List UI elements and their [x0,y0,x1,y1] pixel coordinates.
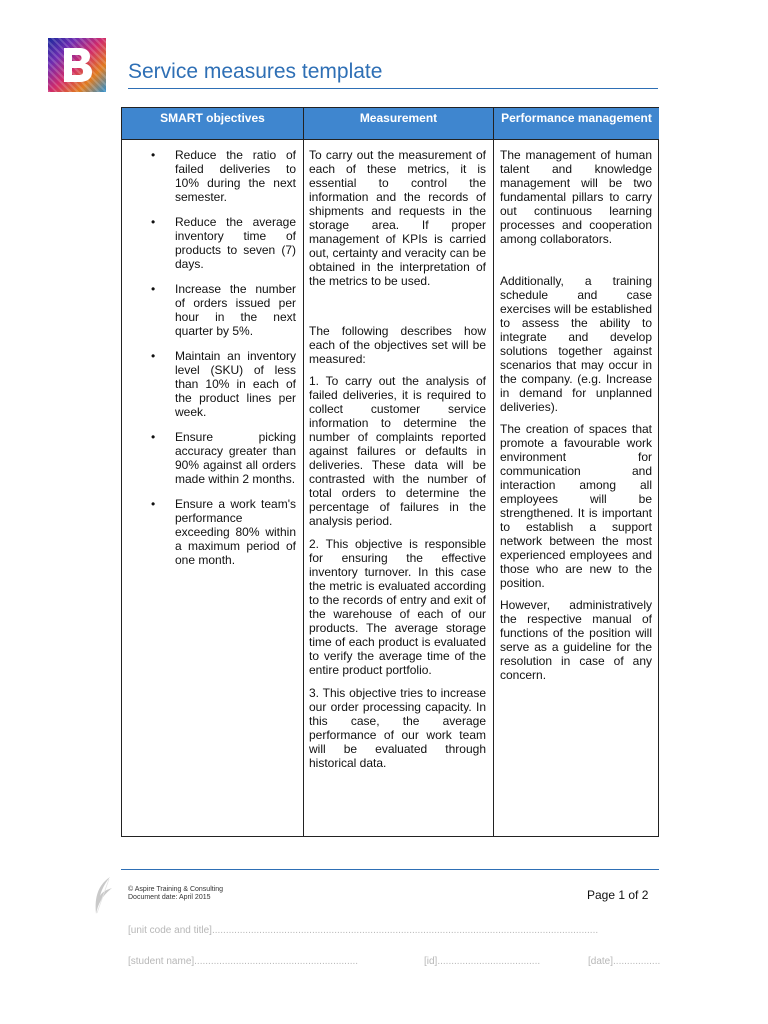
bullet-icon: • [151,215,156,229]
student-name-field: [student name]........................................................... [128,956,359,967]
measurement-paragraph: 3. This objective tries to increase our order processing capacity. In this case, the average performance of our work team will be evaluated through historical data. [309,686,486,770]
list-item: • Increase the number of orders issued per hour in the next quarter by 5%. [151,282,296,338]
performance-paragraph: The management of human talent and knowledge management will be two fundamental pillars to carry out continuous learning processes and cooperation among collaborators. [500,148,652,246]
service-measures-table [121,107,659,837]
performance-cell [500,148,652,682]
footer-divider [121,869,659,870]
list-item: • Ensure a work team's performance exceeding 80% within a maximum period of one month. [151,497,296,567]
performance-paragraph: However, administratively the respective manual of functions of the position will serve as a guideline for the resolution in case of any concern. [500,598,652,682]
header-performance-management: Performance management [494,108,659,139]
unit-code-field: [unit code and title]........................................................................................................................................... [128,925,599,936]
measurement-paragraph: 1. To carry out the analysis of failed deliveries, it is required to collect customer service information to determine the number of complaints reported against failures or defaults in deliveries. These data will be contrasted with the number of total orders to determine the percentage of failures in the analysis period. [309,374,486,528]
measurement-cell [309,148,486,770]
header-smart-objectives: SMART objectives [122,108,303,139]
column-divider [303,108,304,836]
copyright-block [128,886,223,902]
copyright-text: © Aspire Training & Consulting [128,886,224,893]
header-divider [122,139,658,140]
performance-paragraph: Additionally, a training schedule and case exercises will be established to assess the ability to integrate and develop solutions together against scenarios that may occur in the company. (e.g. Increase in demand for unplanned deliveries). [500,274,652,414]
header-measurement: Measurement [304,108,493,139]
list-item: • Maintain an inventory level (SKU) of less than 10% in each of the product lines per week. [151,349,296,419]
company-logo [48,38,106,92]
date-field: [date]................. [588,956,661,967]
measurement-paragraph: To carry out the measurement of each of these metrics, it is essential to control the information and the records of shipments and requests in the storage area. If proper management of KPIs is carried out, certainty and veracity can be obtained in the interpretation of the metrics to be used. [309,148,486,288]
page-title: Service measures template [128,60,383,83]
id-field: [id]..................................... [424,956,541,967]
list-item: • Reduce the ratio of failed deliveries to 10% during the next semester. [151,148,296,204]
list-item: • Ensure picking accuracy greater than 90% against all orders made within 2 months. [151,430,296,486]
bullet-icon: • [151,282,156,296]
list-item: • Reduce the average inventory time of products to seven (7) days. [151,215,296,271]
measurement-paragraph: The following describes how each of the objectives set will be measured: [309,324,486,366]
column-divider [493,108,494,836]
bullet-icon: • [151,148,156,162]
measurement-paragraph: 2. This objective is responsible for ensuring the effective inventory turnover. In this case the metric is evaluated according to the records of entry and exit of the warehouse of each of our products. The average storage time of each product is evaluated to verify the average time of the entire product portfolio. [309,537,486,677]
document-date: Document date: April 2015 [128,894,211,901]
objectives-list [146,148,296,567]
objectives-cell [146,148,296,578]
bullet-icon: • [151,497,156,511]
logo-letter-b-icon [61,46,93,84]
bullet-icon: • [151,349,156,363]
title-divider [128,88,658,89]
page-number: Page 1 of 2 [587,888,649,902]
bullet-icon: • [151,430,156,444]
performance-paragraph: The creation of spaces that promote a favourable work environment for communication and interaction among all employees will be strengthened. It is important to establish a support network between the most experienced employees and those who are new to the position. [500,422,652,590]
feather-logo-icon [90,876,114,916]
